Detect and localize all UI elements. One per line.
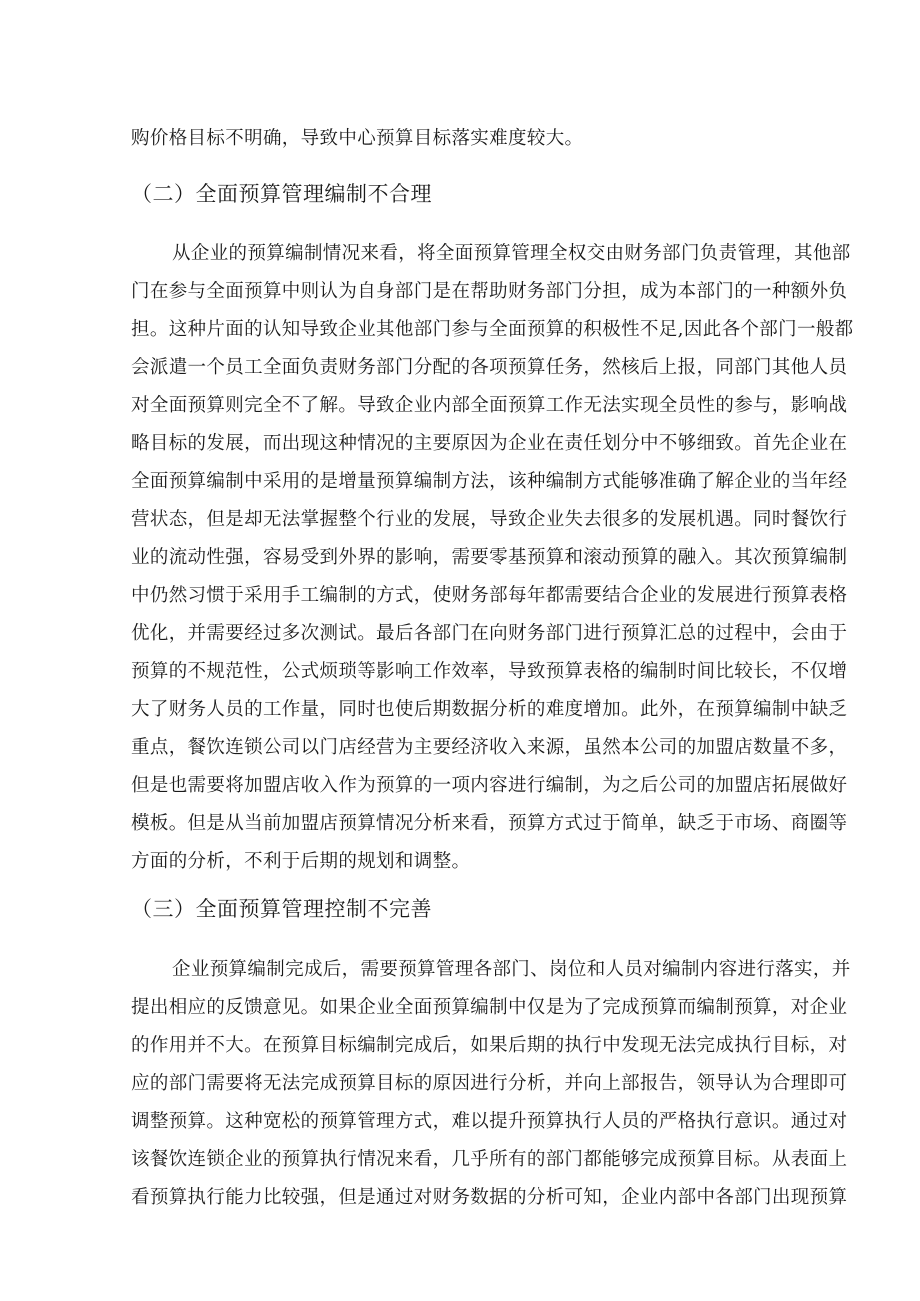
paragraph-line: 方面的分析，不利于后期的规划和调整。 (131, 851, 471, 872)
paragraph-line: 提出相应的反馈意见。如果企业全面预算编制中仅是为了完成预算而编制预算，对企业 (131, 997, 848, 1018)
paragraph-line: 预算的不规范性，公式烦琐等影响工作效率，导致预算表格的编制时间比较长，不仅增 (131, 661, 848, 682)
paragraph-line: 中仍然习惯于采用手工编制的方式，使财务部每年都需要结合企业的发展进行预算表格 (131, 585, 848, 606)
paragraph-line: 该餐饮连锁企业的预算执行情况来看，几乎所有的部门都能够完成预算目标。从表面上 (131, 1149, 848, 1170)
paragraph-line: 全面预算编制中采用的是增量预算编制方法，该种编制方式能够准确了解企业的当年经 (131, 471, 848, 492)
paragraph-line: 对全面预算则完全不了解。导致企业内部全面预算工作无法实现全员性的参与，影响战 (131, 395, 848, 416)
paragraph-line: 的作用并不大。在预算目标编制完成后，如果后期的执行中发现无法完成执行目标，对 (131, 1035, 848, 1056)
paragraph-line: 重点，餐饮连锁公司以门店经营为主要经济收入来源，虽然本公司的加盟店数量不多， (131, 737, 848, 758)
paragraph-line: 营状态，但是却无法掌握整个行业的发展，导致企业失去很多的发展机遇。同时餐饮行 (131, 509, 848, 530)
section-heading-3: （三）全面预算管理控制不完善 (131, 897, 432, 921)
section-heading-2: （二）全面预算管理编制不合理 (131, 182, 432, 206)
paragraph-line: 门在参与全面预算中则认为自身部门是在帮助财务部门分担，成为本部门的一种额外负 (131, 281, 848, 302)
paragraph-line: 看预算执行能力比较强，但是通过对财务数据的分析可知，企业内部中各部门出现预算 (131, 1187, 848, 1208)
paragraph-line: 调整预算。这种宽松的预算管理方式，难以提升预算执行人员的严格执行意识。通过对 (131, 1111, 848, 1132)
paragraph-line: 从企业的预算编制情况来看，将全面预算管理全权交由财务部门负责管理，其他部 (172, 243, 851, 264)
paragraph-line: 企业预算编制完成后，需要预算管理各部门、岗位和人员对编制内容进行落实，并 (172, 959, 851, 980)
paragraph-line: 应的部门需要将无法完成预算目标的原因进行分析，并向上部报告，领导认为合理即可 (131, 1073, 848, 1094)
paragraph-line: 担。这种片面的认知导致企业其他部门参与全面预算的积极性不足,因此各个部门一般都 (131, 319, 854, 340)
paragraph-line: 大了财务人员的工作量，同时也使后期数据分析的难度增加。此外，在预算编制中缺乏 (131, 699, 848, 720)
paragraph-line: 优化，并需要经过多次测试。最后各部门在向财务部门进行预算汇总的过程中，会由于 (131, 623, 848, 644)
paragraph-line: 但是也需要将加盟店收入作为预算的一项内容进行编制，为之后公司的加盟店拓展做好 (131, 775, 848, 796)
paragraph-line: 略目标的发展，而出现这种情况的主要原因为企业在责任划分中不够细致。首先企业在 (131, 433, 848, 454)
paragraph-line: 业的流动性强，容易受到外界的影响，需要零基预算和滚动预算的融入。其次预算编制 (131, 547, 848, 568)
paragraph-line: 模板。但是从当前加盟店预算情况分析来看，预算方式过于简单，缺乏于市场、商圈等 (131, 813, 848, 834)
paragraph-line: 会派遣一个员工全面负责财务部门分配的各项预算任务，然核后上报，同部门其他人员 (131, 357, 848, 378)
paragraph-line: 购价格目标不明确，导致中心预算目标落实难度较大。 (131, 128, 584, 149)
